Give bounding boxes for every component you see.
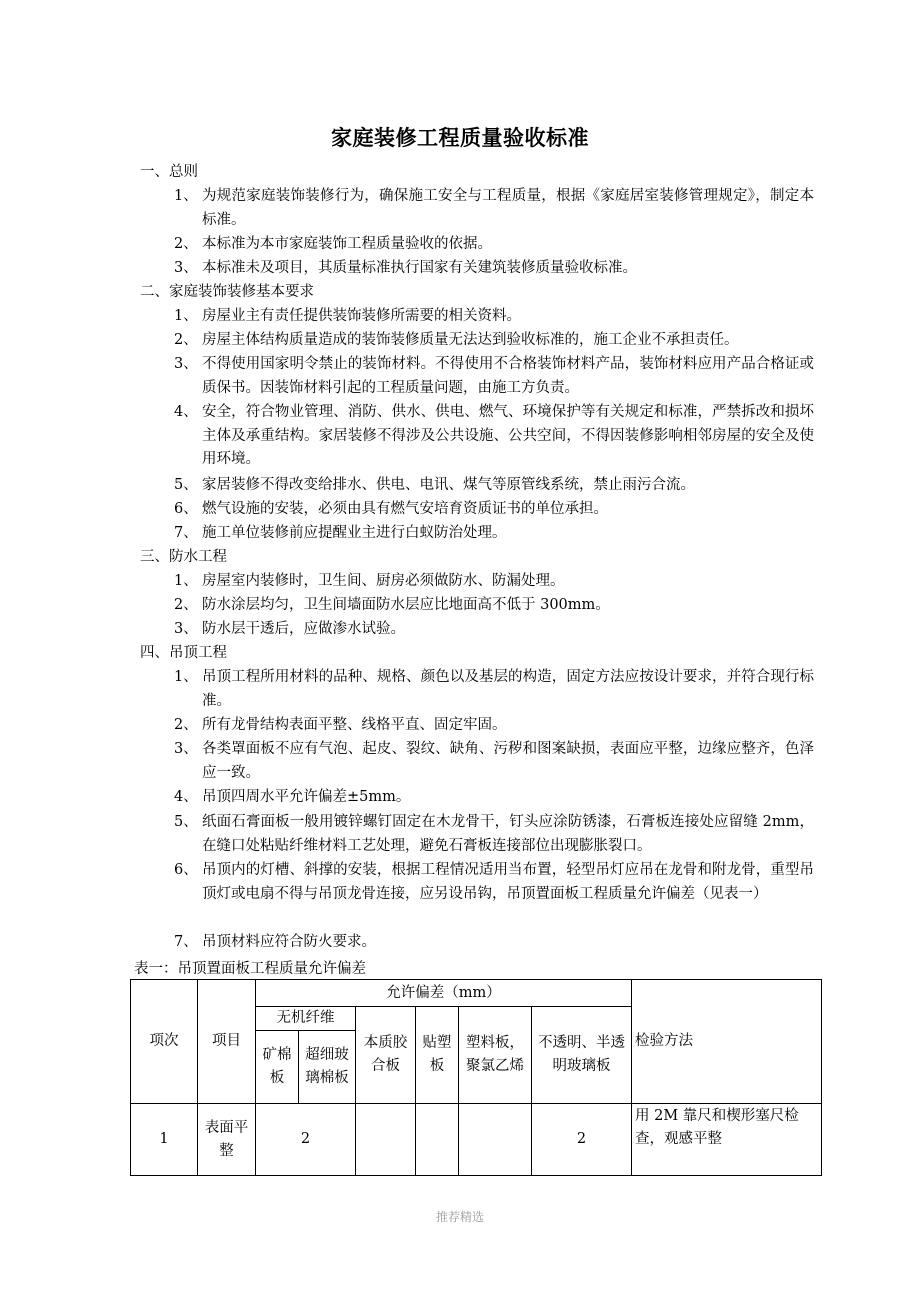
section-heading-basic-requirements: 二、家庭装饰装修基本要求 — [140, 284, 314, 300]
header-glass-wool: 超细玻璃棉板 — [299, 1031, 356, 1104]
item-number: 3、 — [174, 260, 198, 276]
tolerance-table — [130, 979, 822, 1176]
cell-inorganic: 2 — [256, 1104, 356, 1176]
list-item — [174, 859, 814, 906]
section-heading-waterproofing: 三、防水工程 — [140, 549, 227, 565]
list-item — [174, 714, 814, 738]
list-item — [174, 931, 814, 955]
list-item — [174, 594, 814, 618]
item-number: 7、 — [174, 934, 198, 950]
table-caption: 表一：吊顶置面板工程质量允许偏差 — [134, 961, 366, 977]
item-number: 3、 — [174, 356, 198, 372]
cell-no: 1 — [131, 1104, 198, 1176]
list-item — [174, 522, 814, 546]
list-item — [174, 474, 814, 498]
item-number: 2、 — [174, 236, 198, 252]
list-item — [174, 498, 814, 522]
cell-method: 用 2M 靠尺和楔形塞尺检查，观感平整 — [632, 1104, 822, 1176]
cell-pvc — [459, 1104, 532, 1176]
header-pvc: 塑料板，聚氯乙烯 — [459, 1007, 532, 1104]
item-number: 4、 — [174, 789, 198, 805]
header-mineral-wool: 矿棉板 — [256, 1031, 299, 1104]
list-item — [174, 618, 814, 642]
list-item — [174, 666, 814, 713]
item-text: 防水涂层均匀，卫生间墙面防水层应比地面高不低于 300mm。 — [202, 597, 610, 613]
item-text: 吊顶内的灯槽、斜撑的安装，根据工程情况适用当布置，轻型吊灯应吊在龙骨和附龙骨，重型吊顶灯或电扇不得与吊顶龙骨连接，应另设吊钩，吊顶置面板工程质量允许偏差（见表一） — [202, 862, 814, 902]
item-text: 房屋室内装修时，卫生间、厨房必须做防水、防漏处理。 — [202, 573, 565, 589]
header-item-no: 项次 — [131, 980, 198, 1104]
item-number: 5、 — [174, 477, 198, 493]
list-item — [174, 329, 814, 353]
list-item — [174, 570, 814, 594]
item-number: 4、 — [174, 404, 198, 420]
item-text: 不得使用国家明令禁止的装饰材料。不得使用不合格装饰材料产品，装饰材料应用产品合格证或质保书。因装饰材料引起的工程质量问题，由施工方负责。 — [202, 356, 814, 396]
item-text: 为规范家庭装饰装修行为，确保施工安全与工程质量，根据《家庭居室装修管理规定》，制定本标准。 — [202, 188, 814, 228]
header-tolerance: 允许偏差（mm） — [256, 980, 632, 1007]
item-number: 1、 — [174, 188, 198, 204]
item-number: 2、 — [174, 332, 198, 348]
cell-plastic — [416, 1104, 459, 1176]
item-text: 家居装修不得改变给排水、供电、电讯、煤气等原管线系统，禁止雨污合流。 — [202, 477, 695, 493]
header-glass-panel: 不透明、半透明玻璃板 — [532, 1007, 632, 1104]
page-footer: 推荐精选 — [435, 1210, 484, 1224]
header-plywood: 本质胶合板 — [356, 1007, 416, 1104]
item-text: 防水层干透后，应做渗水试验。 — [202, 621, 405, 637]
item-text: 燃气设施的安装，必须由具有燃气安培育资质证书的单位承担。 — [202, 501, 608, 517]
section-heading-general: 一、总则 — [140, 164, 198, 180]
item-text: 安全，符合物业管理、消防、供水、供电、燃气、环境保护等有关规定和标准，严禁拆改和损坏主体及承重结构。家居装修不得涉及公共设施、公共空间，不得因装修影响相邻房屋的安全及使用环境。 — [202, 404, 814, 467]
item-number: 1、 — [174, 573, 198, 589]
header-inorganic-fiber: 无机纤维 — [256, 1007, 356, 1031]
section-heading-ceiling: 四、吊顶工程 — [140, 645, 227, 661]
list-item — [174, 401, 814, 472]
item-text: 吊顶材料应符合防火要求。 — [202, 934, 376, 950]
table-row — [131, 1104, 822, 1176]
item-text: 施工单位装修前应提醒业主进行白蚁防治处理。 — [202, 525, 507, 541]
item-text: 吊顶四周水平允许偏差±5mm。 — [202, 789, 411, 805]
item-number: 2、 — [174, 597, 198, 613]
item-text: 本标准为本市家庭装饰工程质量验收的依据。 — [202, 236, 492, 252]
item-text: 房屋主体结构质量造成的装饰装修质量无法达到验收标准的，施工企业不承担责任。 — [202, 332, 739, 348]
item-number: 3、 — [174, 741, 198, 757]
item-number: 1、 — [174, 669, 198, 685]
list-item — [174, 257, 814, 281]
header-item: 项目 — [198, 980, 256, 1104]
document-title: 家庭装修工程质量验收标准 — [331, 126, 589, 150]
item-number: 2、 — [174, 717, 198, 733]
item-text: 纸面石膏面板一般用镀锌螺钉固定在木龙骨干，钉头应涂防锈漆，石膏板连接处应留缝 2mm，在缝口处粘贴纤维材料工艺处理，避免石膏板连接部位出现膨胀裂口。 — [202, 814, 814, 854]
item-number: 1、 — [174, 308, 198, 324]
list-item — [174, 811, 814, 858]
list-item — [174, 305, 814, 329]
item-number: 6、 — [174, 862, 198, 878]
list-item — [174, 786, 814, 810]
cell-opaque: 2 — [532, 1104, 632, 1176]
item-text: 各类罩面板不应有气泡、起皮、裂纹、缺角、污秽和图案缺损，表面应平整，边缘应整齐，色泽应一致。 — [202, 741, 814, 781]
item-number: 6、 — [174, 501, 198, 517]
list-item — [174, 738, 814, 785]
item-text: 所有龙骨结构表面平整、线格平直、固定牢固。 — [202, 717, 507, 733]
item-number: 5、 — [174, 814, 198, 830]
cell-item: 表面平整 — [198, 1104, 256, 1176]
list-item — [174, 353, 814, 400]
list-item — [174, 233, 814, 257]
item-text: 房屋业主有责任提供装饰装修所需要的相关资料。 — [202, 308, 521, 324]
header-plastic-laminate: 贴塑板 — [416, 1007, 459, 1104]
item-number: 7、 — [174, 525, 198, 541]
header-method: 检验方法 — [632, 980, 822, 1104]
item-text: 吊顶工程所用材料的品种、规格、颜色以及基层的构造，固定方法应按设计要求，并符合现行标准。 — [202, 669, 814, 709]
item-number: 3、 — [174, 621, 198, 637]
list-item — [174, 185, 814, 232]
item-text: 本标准未及项目，其质量标准执行国家有关建筑装修质量验收标准。 — [202, 260, 637, 276]
cell-plywood — [356, 1104, 416, 1176]
